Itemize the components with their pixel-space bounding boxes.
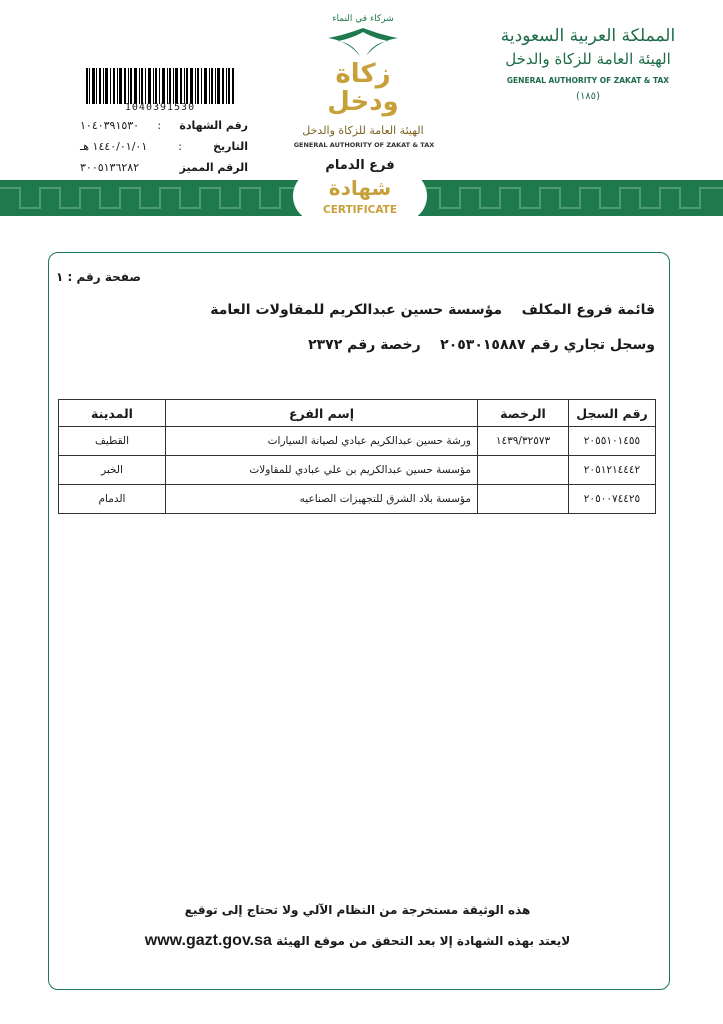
branch-name-cell: مؤسسة بلاد الشرق للتجهيزات الصناعيه <box>166 485 478 514</box>
certificate-number-row: رقم الشهادة : ١٠٤٠٣٩١٥٣٠ <box>80 119 248 132</box>
certificate-card <box>48 252 670 990</box>
header-reg-no: رقم السجل <box>569 400 656 427</box>
footer-note-auto: هذه الوثيقة مستخرجة من النظام الآلي ولا تحتاج إلى توقيع <box>184 903 531 917</box>
branch-name: فرع الدمام <box>325 158 395 173</box>
city-cell: الدمام <box>59 485 166 514</box>
reg-no-cell: ٢٠٥١٢١٤٤٤٢ <box>569 456 656 485</box>
footer-note-verify <box>60 932 655 950</box>
authority-emblem <box>500 26 676 102</box>
footer-verify-text: لايعتد بهذه الشهادة إلا بعد التحقق من موقع الهيئة <box>276 934 571 948</box>
license-cell <box>478 456 569 485</box>
cr-label: وسجل تجاري رقم <box>530 337 655 353</box>
logo-tagline: شركاء في النماء <box>332 14 394 24</box>
authority-name-arabic: الهيئة العامة للزكاة والدخل <box>505 50 671 68</box>
cr-value: ٢٠٥٣٠١٥٨٨٧ <box>440 337 526 353</box>
certificate-title-arabic: شهادة <box>328 176 392 200</box>
page-number-label: صفحة رقم <box>76 270 142 284</box>
palm-icon <box>318 24 408 60</box>
branches-table <box>58 399 656 514</box>
gazt-name-arabic: الهيئة العامة للزكاة والدخل <box>302 124 424 137</box>
authority-code: (١٨٥) <box>576 91 600 102</box>
registration-line <box>60 337 655 353</box>
header-license: الرخصة <box>478 400 569 427</box>
date-row: التاريخ : ١٤٤٠/٠١/٠١ هـ <box>80 140 248 153</box>
barcode-icon <box>86 68 234 104</box>
city-cell: القطيف <box>59 427 166 456</box>
gazt-website-link[interactable]: www.gazt.gov.sa <box>144 932 272 949</box>
certificate-number-label: رقم الشهادة <box>179 119 248 132</box>
kingdom-name: المملكة العربية السعودية <box>500 26 676 46</box>
table-header-row <box>59 400 656 427</box>
license-value: ٢٣٧٢ <box>308 337 343 353</box>
unique-number-row <box>80 161 248 174</box>
reg-no-cell: ٢٠٥٥١٠١٤٥٥ <box>569 427 656 456</box>
header-city: المدينة <box>59 400 166 427</box>
license-label: رخصة رقم <box>347 337 421 353</box>
table-row <box>59 456 656 485</box>
license-cell <box>478 485 569 514</box>
reg-no-cell: ٢٠٥٠٠٧٤٤٢٥ <box>569 485 656 514</box>
date-value: ١٤٤٠/٠١/٠١ هـ <box>80 140 148 153</box>
list-title: قائمة فروع المكلف <box>521 302 655 318</box>
unique-number-value: ٣٠٠٥١٣٦٢٨٢ <box>80 161 140 174</box>
date-label: التاريخ <box>213 140 248 153</box>
header-branch-name: إسم الفرع <box>166 400 478 427</box>
barcode-number: 1040391530 <box>124 102 196 113</box>
branch-name-cell: ورشة حسين عبدالكريم عبادي لصيانة السيارات <box>166 427 478 456</box>
table-row <box>59 485 656 514</box>
unique-number-label: الرقم المميز <box>179 161 248 174</box>
branch-name-cell: مؤسسة حسين عبدالكريم بن علي عبادي للمقاولات <box>166 456 478 485</box>
gazt-name-english: GENERAL AUTHORITY OF ZAKAT & TAX <box>293 141 435 149</box>
table-row <box>59 427 656 456</box>
license-cell: ١٤٣٩/٣٢٥٧٣ <box>478 427 569 456</box>
certificate-number-value: ١٠٤٠٣٩١٥٣٠ <box>80 119 140 132</box>
authority-name-english: GENERAL AUTHORITY OF ZAKAT & TAX <box>506 76 670 85</box>
page-number-value: ١ <box>56 270 64 284</box>
logo-caption: زكاة ودخل <box>327 59 399 117</box>
gazt-logo <box>318 14 408 124</box>
list-title-line <box>60 302 655 318</box>
page-number: صفحة رقم : ١ <box>56 270 142 284</box>
certificate-title-english: CERTIFICATE <box>323 204 397 216</box>
company-name: مؤسسة حسين عبدالكريم للمقاولات العامة <box>210 302 503 318</box>
city-cell: الخبر <box>59 456 166 485</box>
